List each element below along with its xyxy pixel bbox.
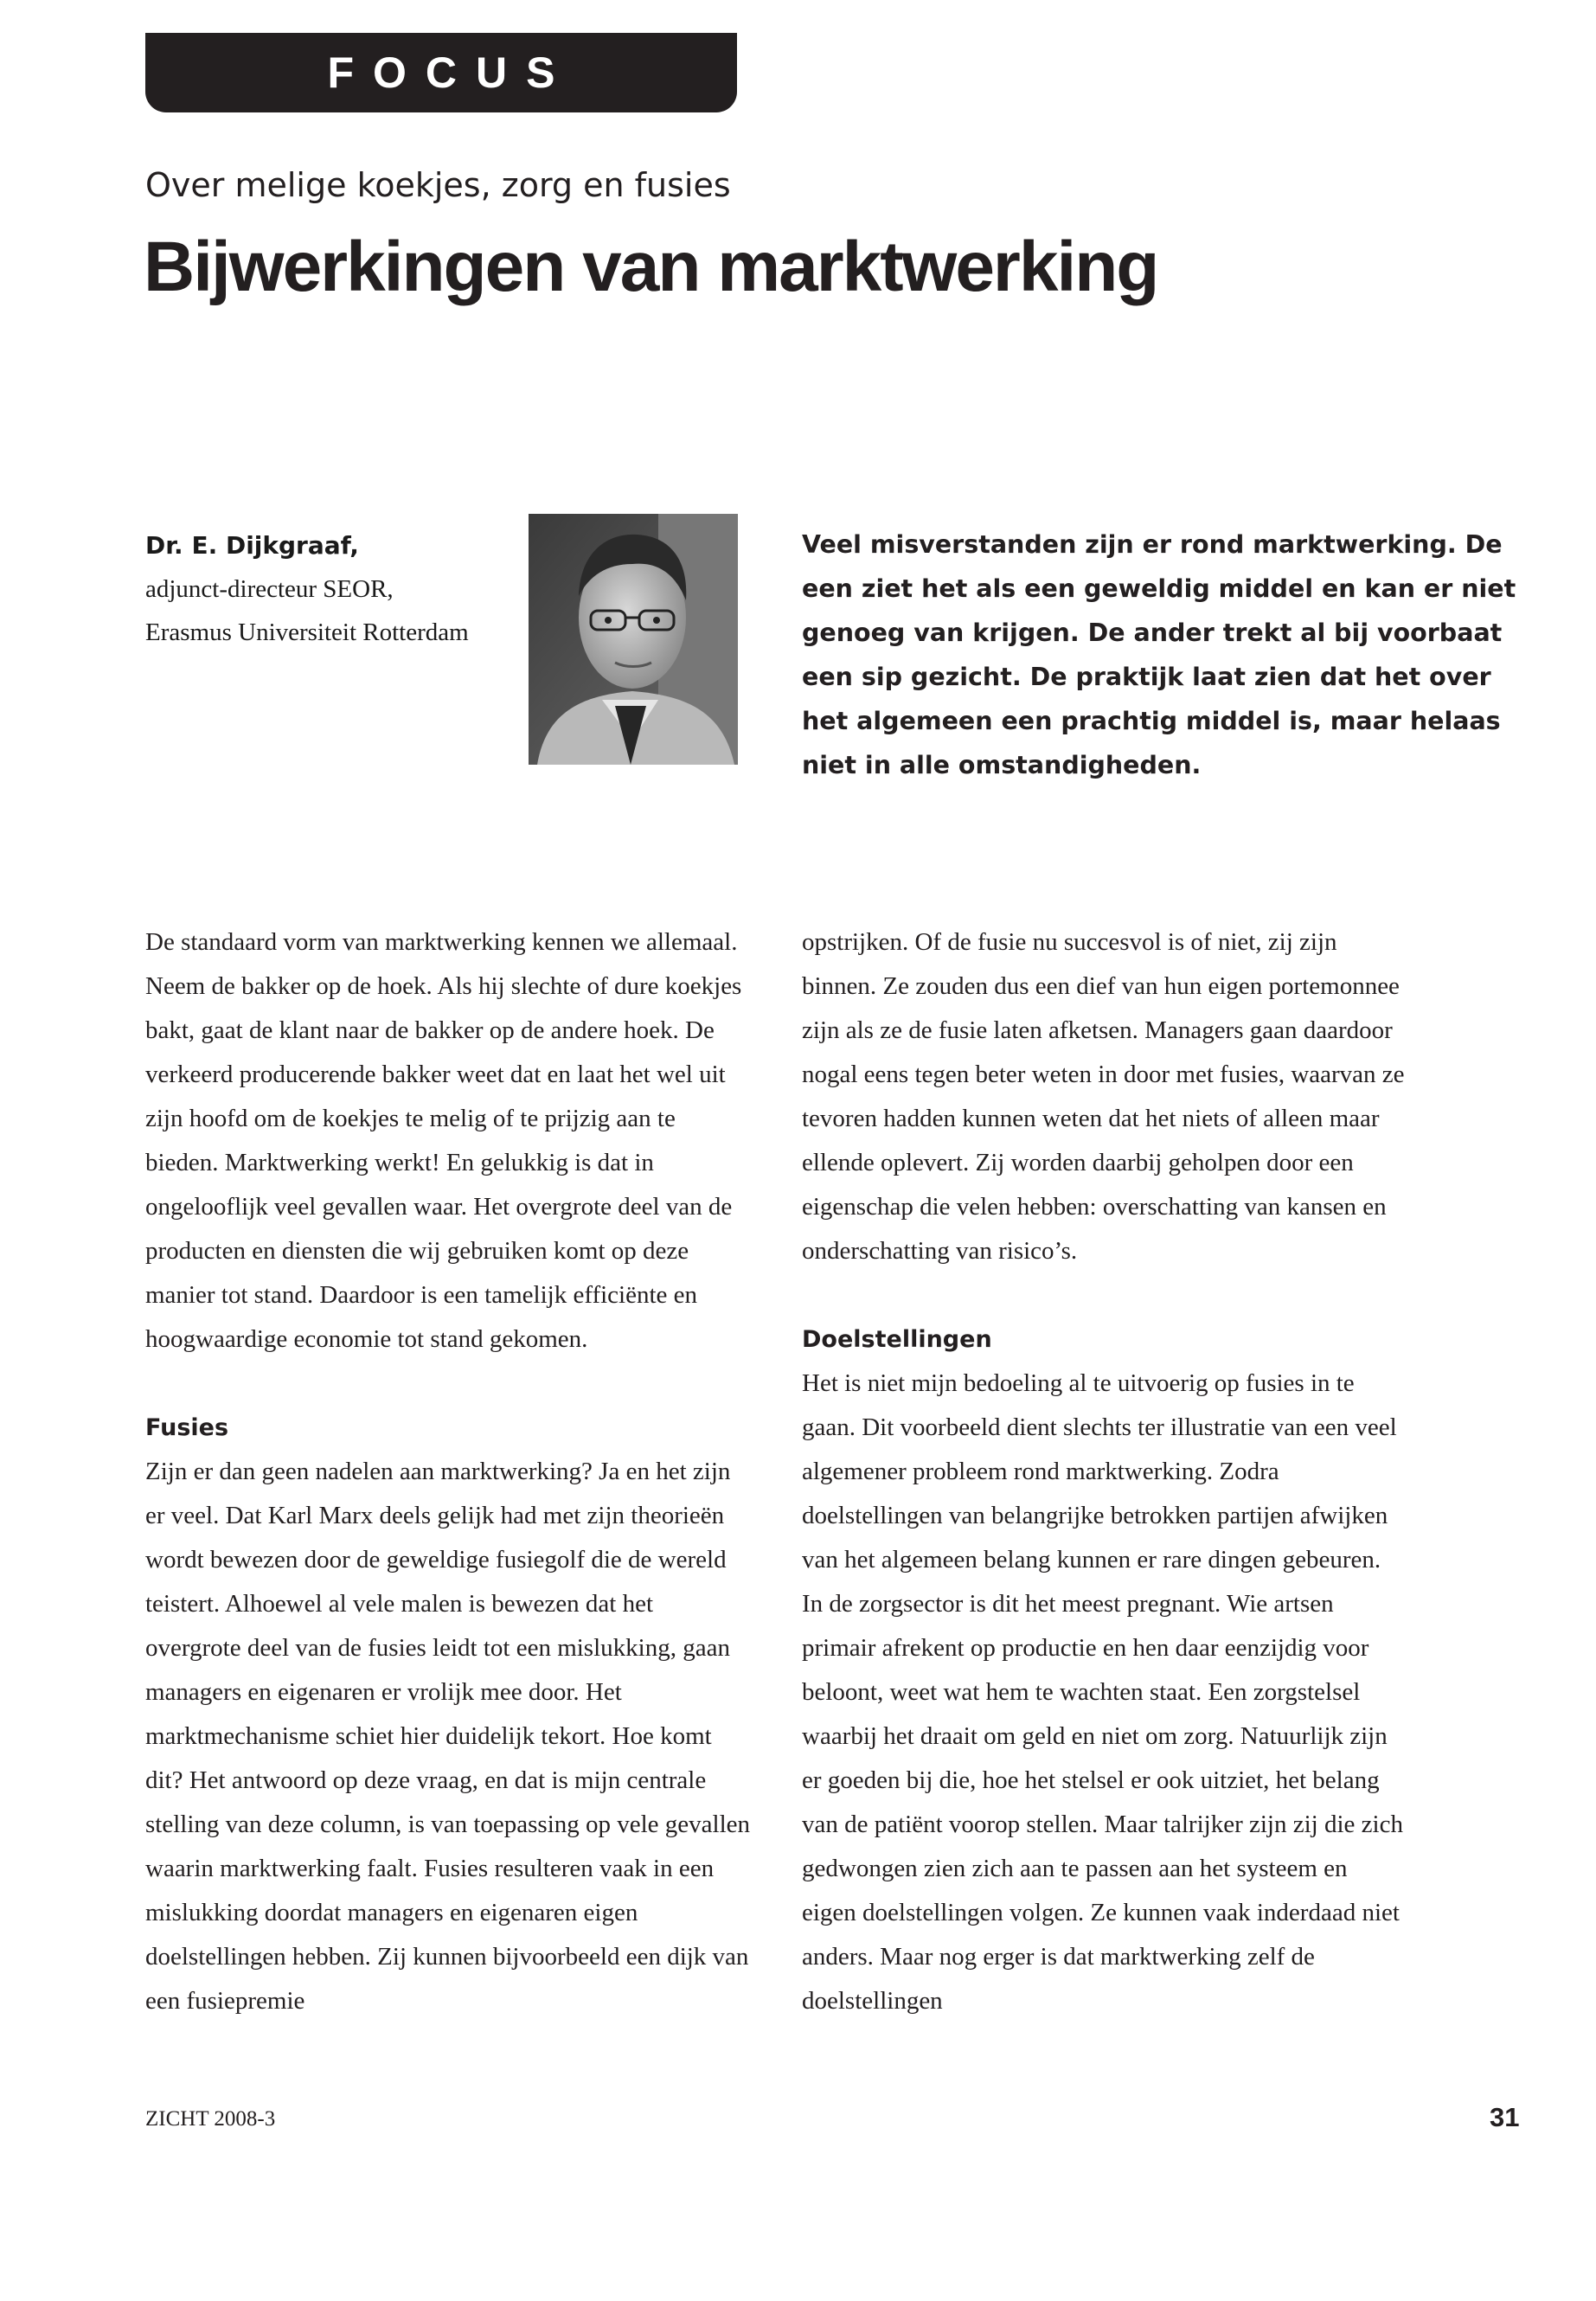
author-photo	[529, 514, 738, 765]
body-column-right	[802, 920, 1407, 2023]
author-role: adjunct-directeur SEOR,	[145, 575, 394, 603]
body-paragraph: Het is niet mijn bedoeling al te uitvoerig op fusies in te gaan. Dit voorbeeld dient slechts ter illustratie van een veel algemener probleem rond marktwerking. Zodra doelstellingen van belangrijke betrokken partijen afwijken van het algemeen belang kunnen er rare dingen gebeuren. In de zorgsector is dit het meest pregnant. Wie artsen primair afrekent op productie en hen daar eenzijdig voor beloont, weet wat hem te wachten staat. Een zorgstelsel waarbij het draait om geld en niet om zorg. Natuurlijk zijn er goeden bij die, hoe het stelsel er ook uitziet, het belang van de patiënt voorop stellen. Maar talrijker zijn zij die zich gedwongen zien zich aan te passen aan het systeem en eigen doelstellingen volgen. Ze kunnen vaak inderdaad niet anders. Maar nog erger is dat marktwerking zelf de doelstellingen	[802, 1369, 1403, 2015]
section-banner	[145, 33, 737, 112]
page-number: 31	[1490, 2102, 1520, 2132]
body-column-left	[145, 920, 751, 2023]
author-affiliation: Erasmus Universiteit Rotterdam	[145, 619, 469, 646]
section-heading-fusies: Fusies	[145, 1414, 229, 1441]
footer-journal: ZICHT 2008-3	[145, 2107, 276, 2131]
article-title: Bijwerkingen van marktwerking	[144, 228, 1158, 306]
article-subtitle: Over melige koekjes, zorg en fusies	[145, 166, 731, 204]
body-paragraph: Zijn er dan geen nadelen aan marktwerking? Ja en het zijn er veel. Dat Karl Marx deels gelijk had met zijn theorieën wordt bewezen door de geweldige fusiegolf die de wereld teistert. Alhoewel al vele malen is bewezen dat het overgrote deel van de fusies leidt tot een mislukking, gaan managers en eigenaren er vrolijk mee door. Het marktmechanisme schiet hier duidelijk tekort. Hoe komt dit? Het antwoord op deze vraag, en dat is mijn centrale stelling van deze column, is van toepassing op vele gevallen waarin marktwerking faalt. Fusies resulteren vaak in een mislukking doordat managers en eigenaren eigen doelstellingen hebben. Zij kunnen bijvoorbeeld een dijk van een fusiepremie	[145, 1458, 751, 2015]
author-block	[145, 524, 509, 654]
section-heading-doelstellingen: Doelstellingen	[802, 1326, 992, 1353]
body-paragraph: opstrijken. Of de fusie nu succesvol is of niet, zij zijn binnen. Ze zouden dus een dief van hun eigen portemonnee zijn als ze de fusie laten afketsen. Managers gaan daardoor nogal eens tegen beter weten in door met fusies, waarvan ze tevoren hadden kunnen weten dat het niets of alleen maar ellende oplevert. Zij worden daarbij geholpen door een eigenschap die velen hebben: overschatting van kansen en onderschatting van risico’s.	[802, 928, 1405, 1265]
author-name: Dr. E. Dijkgraaf,	[145, 531, 359, 560]
intro-lead: Veel misverstanden zijn er rond marktwerking. De een ziet het als een geweldig middel en kan er niet genoeg van krijgen. De ander trekt al bij voorbaat een sip gezicht. De praktijk laat zien dat het over het algemeen een prachtig middel is, maar helaas niet in alle omstandigheden.	[802, 530, 1516, 779]
section-label: FOCUS	[327, 48, 574, 97]
body-paragraph: De standaard vorm van marktwerking kennen we allemaal. Neem de bakker op de hoek. Als hij slechte of dure koekjes bakt, gaat de klant naar de bakker op de andere hoek. De verkeerd producerende bakker weet dat en laat het wel uit zijn hoofd om de koekjes te melig of te prijzig aan te bieden. Marktwerking werkt! En gelukkig is dat in ongelooflijk veel gevallen waar. Het overgrote deel van de producten en diensten die wij gebruiken komt op deze manier tot stand. Daardoor is een tamelijk efficiënte en hoogwaardige economie tot stand gekomen.	[145, 928, 742, 1353]
